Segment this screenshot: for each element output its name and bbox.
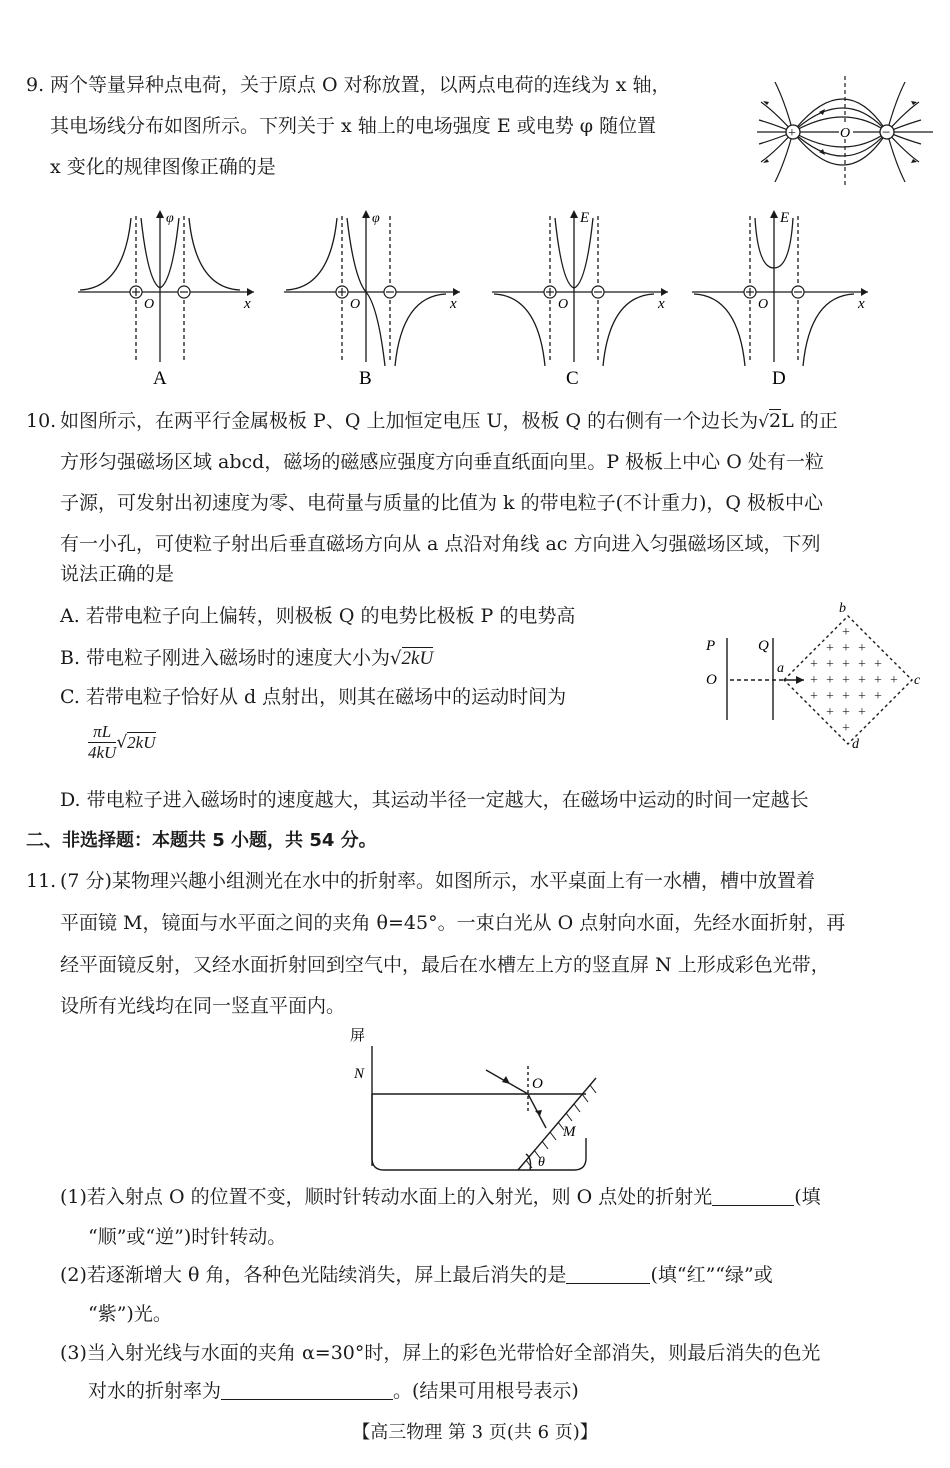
- q11-stem-line2: 平面镜 M，镜面与水平面之间的夹角 θ=45°。一束白光从 O 点射向水面，先经水面折射，再: [60, 912, 846, 934]
- q11-stem-line3: 经平面镜反射，又经水面折射回到空气中，最后在水槽左上方的竖直屏 N 上形成彩色光带，: [60, 954, 830, 976]
- q10-option-b: B. 带电粒子刚进入磁场时的速度大小为√2kU: [60, 647, 434, 669]
- negative-charge-label: −: [882, 125, 891, 141]
- q10-stem-line4: 有一小孔，可使粒子射出后垂直磁场方向从 a 点沿对角线 ac 方向进入匀强磁场区域，下列: [60, 533, 821, 555]
- angle-theta-label: θ: [538, 1155, 545, 1170]
- graph-d-ylabel: E: [780, 210, 790, 226]
- answer-blank-3[interactable]: [221, 1381, 393, 1400]
- q10-stem-line5: 说法正确的是: [60, 563, 175, 585]
- svg-text:+: +: [874, 673, 882, 688]
- field-origin-label: O: [840, 126, 851, 141]
- svg-text:+: +: [858, 705, 866, 720]
- q9-number: 9.: [26, 74, 45, 96]
- q9-stem-line1: 两个等量异种点电荷，关于原点 O 对称放置，以两点电荷的连线为 x 轴，: [50, 74, 671, 96]
- graph-c: [492, 212, 668, 366]
- q9-option-graphs: [76, 208, 876, 388]
- screen-n-label: N: [354, 1066, 365, 1082]
- page-footer: 【高三物理 第 3 页(共 6 页)】: [352, 1422, 598, 1443]
- graph-d: [692, 212, 868, 366]
- svg-text:+: +: [842, 625, 850, 640]
- svg-text:+: +: [842, 657, 850, 672]
- svg-text:+: +: [810, 673, 818, 688]
- plate-q-label: Q: [758, 638, 769, 654]
- point-o-label: O: [532, 1076, 543, 1092]
- q11-part3-line1: (3)当入射光线与水面的夹角 α=30°时，屏上的彩色光带恰好全部消失，则最后消失的色光: [60, 1342, 821, 1364]
- svg-text:+: +: [842, 705, 850, 720]
- svg-text:+: +: [826, 641, 834, 656]
- q10-option-c: C. 若带电粒子恰好从 d 点射出，则其在磁场中的运动时间为: [60, 686, 567, 708]
- svg-text:+: +: [858, 641, 866, 656]
- graph-a-xlabel: x: [244, 296, 251, 312]
- q10-figure: [700, 600, 930, 760]
- graph-b-origin: O: [350, 297, 361, 312]
- option-c-label: C: [566, 368, 579, 388]
- corner-a-label: a: [777, 661, 784, 676]
- q10-option-c-formula: $\frac{\pi L}{4kU}$ √2kU: [88, 722, 156, 762]
- svg-text:+: +: [826, 689, 834, 704]
- graph-d-origin: O: [758, 297, 769, 312]
- q11-part2-line1: (2)若逐渐增大 θ 角，各种色光陆续消失，屏上最后消失的是 (填“红”“绿”或: [60, 1264, 773, 1286]
- svg-text:+: +: [858, 657, 866, 672]
- graph-d-xlabel: x: [858, 296, 865, 312]
- positive-charge-label: +: [788, 126, 796, 141]
- corner-b-label: b: [839, 601, 846, 616]
- q11-part3-line2: 对水的折射率为 。(结果可用根号表示): [88, 1380, 579, 1402]
- graph-c-xlabel: x: [658, 296, 665, 312]
- graph-b-ylabel: φ: [372, 211, 380, 226]
- screen-label: 屏: [350, 1028, 366, 1044]
- q11-number: 11.: [26, 870, 57, 892]
- q10-stem-line3: 子源，可发射出初速度为零、电荷量与质量的比值为 k 的带电粒子(不计重力)，Q 极板中心: [60, 492, 824, 514]
- q10-stem-line2: 方形匀强磁场区域 abcd，磁场的磁感应强度方向垂直纸面向里。P 极板上中心 O 处有一粒: [60, 451, 824, 473]
- q10-number: 10.: [26, 410, 57, 432]
- svg-text:+: +: [890, 673, 898, 688]
- svg-text:+: +: [826, 673, 834, 688]
- mirror-m-label: M: [563, 1124, 576, 1140]
- section-2-title: 二、非选择题：本题共 5 小题，共 54 分。: [26, 830, 377, 851]
- q11-part1-line1: (1)若入射点 O 的位置不变，顺时针转动水面上的入射光，则 O 点处的折射光 (填: [60, 1186, 821, 1208]
- q11-stem-line1: (7 分)某物理兴趣小组测光在水中的折射率。如图所示，水平桌面上有一水槽，槽中放置着: [60, 870, 815, 892]
- graph-a: [78, 212, 254, 362]
- svg-text:+: +: [826, 705, 834, 720]
- answer-blank-1[interactable]: [712, 1187, 794, 1206]
- svg-text:+: +: [858, 689, 866, 704]
- q11-stem-line4: 设所有光线均在同一竖直平面内。: [60, 995, 346, 1017]
- graph-c-origin: O: [558, 297, 569, 312]
- corner-d-label: d: [852, 737, 859, 752]
- q11-part1-line2: “顺”或“逆”)时针转动。: [88, 1226, 287, 1248]
- q10-stem-line1: 如图所示，在两平行金属极板 P、Q 上加恒定电压 U，极板 Q 的右侧有一个边长为√2L 的正: [60, 410, 838, 432]
- q11-figure: [342, 1018, 612, 1176]
- q11-part2-line2: “紫”)光。: [88, 1303, 172, 1325]
- graph-a-ylabel: φ: [166, 211, 174, 226]
- q9-stem-line3: x 变化的规律图像正确的是: [50, 156, 276, 178]
- svg-text:+: +: [842, 689, 850, 704]
- option-d-label: D: [772, 368, 786, 388]
- q10-option-a: A. 若带电粒子向上偏转，则极板 Q 的电势比极板 P 的电势高: [60, 605, 576, 627]
- graph-c-ylabel: E: [580, 210, 590, 226]
- svg-text:+: +: [826, 657, 834, 672]
- answer-blank-2[interactable]: [566, 1265, 650, 1284]
- svg-text:+: +: [842, 673, 850, 688]
- svg-text:+: +: [842, 721, 850, 736]
- q10-option-d: D. 带电粒子进入磁场时的速度越大，其运动半径一定越大，在磁场中运动的时间一定越长: [60, 789, 809, 811]
- svg-text:+: +: [810, 657, 818, 672]
- option-a-label: A: [153, 368, 167, 388]
- dipole-field-figure: [755, 72, 935, 190]
- graph-b: [284, 212, 460, 366]
- corner-c-label: c: [914, 673, 921, 688]
- plate-p-label: P: [706, 638, 716, 654]
- source-o-label: O: [706, 672, 717, 688]
- svg-text:+: +: [874, 657, 882, 672]
- svg-text:+: +: [842, 641, 850, 656]
- svg-text:+: +: [874, 689, 882, 704]
- graph-a-origin: O: [144, 297, 155, 312]
- svg-text:+: +: [810, 689, 818, 704]
- option-b-label: B: [359, 368, 372, 388]
- graph-b-xlabel: x: [450, 296, 457, 312]
- q9-stem-line2: 其电场线分布如图所示。下列关于 x 轴上的电场强度 E 或电势 φ 随位置: [50, 115, 657, 137]
- svg-text:+: +: [858, 673, 866, 688]
